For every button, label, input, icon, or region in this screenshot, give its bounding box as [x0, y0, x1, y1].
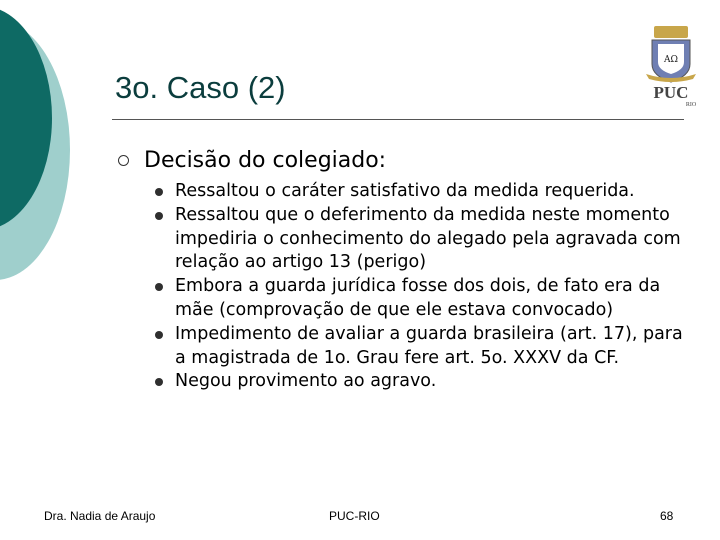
svg-text:ΑΩ: ΑΩ	[664, 55, 678, 65]
svg-text:PUC: PUC	[653, 83, 689, 102]
list-item	[155, 323, 690, 371]
footer-author: Dra. Nadia de Araujo	[44, 509, 156, 523]
list-item	[155, 370, 690, 394]
dot-bullet-icon	[155, 378, 163, 386]
list-item	[155, 275, 690, 323]
ring-bullet-icon	[118, 155, 129, 166]
level1-text: Decisão do colegiado:	[144, 148, 387, 173]
list-item-text: Embora a guarda jurídica fosse dos dois, de fato era da mãe (comprovação de que ele estava convocado)	[175, 276, 661, 320]
list-item-text: Negou provimento ao agravo.	[175, 371, 437, 392]
decorative-circles	[0, 0, 80, 540]
page-number: 68	[660, 509, 674, 523]
list-item	[155, 204, 690, 275]
dot-bullet-icon	[155, 188, 163, 196]
puc-rio-logo	[640, 22, 702, 108]
title-divider	[112, 119, 684, 120]
dot-bullet-icon	[155, 283, 163, 291]
sub-bullet-list	[155, 180, 690, 394]
dot-bullet-icon	[155, 212, 163, 220]
footer-center: PUC-RIO	[329, 509, 380, 523]
dot-bullet-icon	[155, 331, 163, 339]
list-item	[155, 180, 690, 204]
list-item-text: Ressaltou o caráter satisfativo da medida requerida.	[175, 181, 635, 201]
slide-title: 3o. Caso (2)	[115, 70, 286, 105]
level1-bullet	[118, 148, 386, 173]
list-item-text: Ressaltou que o deferimento da medida neste momento impediria o conhecimento do alegado pela agravada com relação ao artigo 13 (perigo)	[175, 204, 681, 273]
svg-text:RIO: RIO	[685, 102, 697, 108]
list-item-text: Impedimento de avaliar a guarda brasileira (art. 17), para a magistrada de 1o. Grau fere art. 5o. XXXV da CF.	[175, 323, 683, 368]
